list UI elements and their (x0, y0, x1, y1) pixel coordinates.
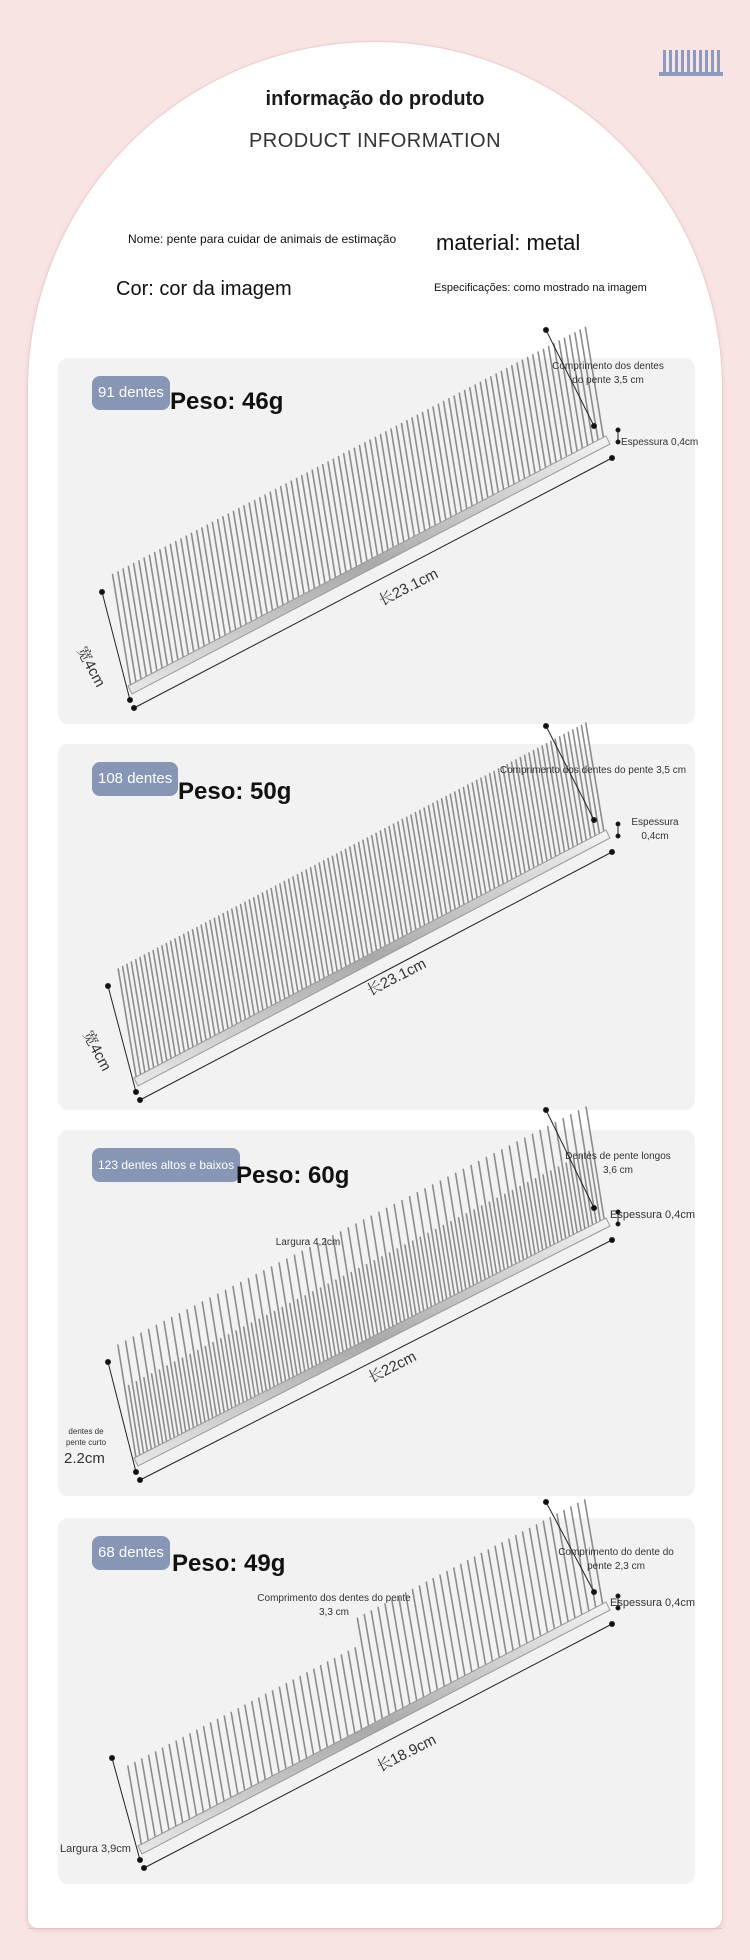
thickness-label: Espessura 0,4cm (631, 817, 679, 842)
comb-logo-icon (659, 44, 723, 78)
info-color: Cor: cor da imagem (116, 278, 292, 300)
width-label: 宽4cm (73, 643, 109, 691)
info-material: material: metal (436, 230, 581, 255)
thickness-label: Espessura 0,4cm (610, 1597, 695, 1609)
length-label: 长22cm (365, 1348, 420, 1387)
width-label: 宽4cm (79, 1027, 115, 1075)
teeth-badge: 108 dentes (92, 762, 178, 796)
teeth-badge: 91 dentes (92, 376, 170, 410)
comb-spine (138, 1602, 610, 1854)
short-teeth-label: dentes de pente curto (65, 1427, 107, 1447)
product-card-4 (58, 1518, 695, 1884)
tooth-length-label: Comprimento dos dentes do pente 3,5 cm (499, 765, 687, 776)
length-label: 长23.1cm (364, 955, 430, 1000)
comb-illustration (58, 358, 695, 724)
weight-label: Peso: 49g (172, 1550, 286, 1577)
comb-illustration (58, 744, 695, 1110)
thickness-label: Espessura 0,4cm (610, 1209, 695, 1221)
thickness-dimension (616, 822, 620, 838)
width-label: Largura 4,2cm (275, 1237, 341, 1248)
teeth-badge: 68 dentes (92, 1536, 170, 1570)
tooth-length-label-2: Comprimento dos dentes do pente 3,3 cm (257, 1593, 411, 1618)
comb-spine (134, 1218, 610, 1466)
length-label: 长23.1cm (376, 565, 442, 610)
weight-label: Peso: 50g (178, 778, 292, 805)
width-dimension (100, 590, 133, 703)
page-title: informação do produto (265, 88, 485, 110)
product-card-3 (58, 1130, 695, 1496)
comb-illustration (58, 1130, 695, 1496)
product-card-2 (58, 744, 695, 1110)
info-spec: Especificações: como mostrado na imagem (434, 282, 647, 294)
bottom-divider (28, 1928, 722, 1929)
width-label: Largura 3,9cm (60, 1843, 131, 1855)
thickness-label: Espessura 0,4cm (621, 437, 699, 448)
thickness-dimension (616, 428, 620, 444)
tooth-length-label: Dentes de pente longos 3,6 cm (565, 1151, 671, 1176)
weight-label: Peso: 46g (170, 388, 284, 415)
page-subtitle: PRODUCT INFORMATION (248, 130, 502, 152)
length-label: 长18.9cm (374, 1731, 440, 1776)
info-name: Nome: pente para cuidar de animais de estimação (128, 232, 397, 246)
weight-label: Peso: 60g (236, 1162, 350, 1189)
length-dimension (142, 1622, 615, 1871)
tooth-length-label: Comprimento do dente do pente 2,3 cm (558, 1547, 674, 1572)
product-card-1 (58, 358, 699, 724)
comb-teeth (113, 327, 604, 684)
short-teeth-value: 2.2cm (64, 1450, 105, 1467)
tooth-length-label: Comprimento dos dentes do pente 3,5 cm (552, 361, 664, 386)
comb-spine (128, 436, 610, 694)
teeth-badge: 123 dentes altos e baixos (92, 1148, 240, 1182)
